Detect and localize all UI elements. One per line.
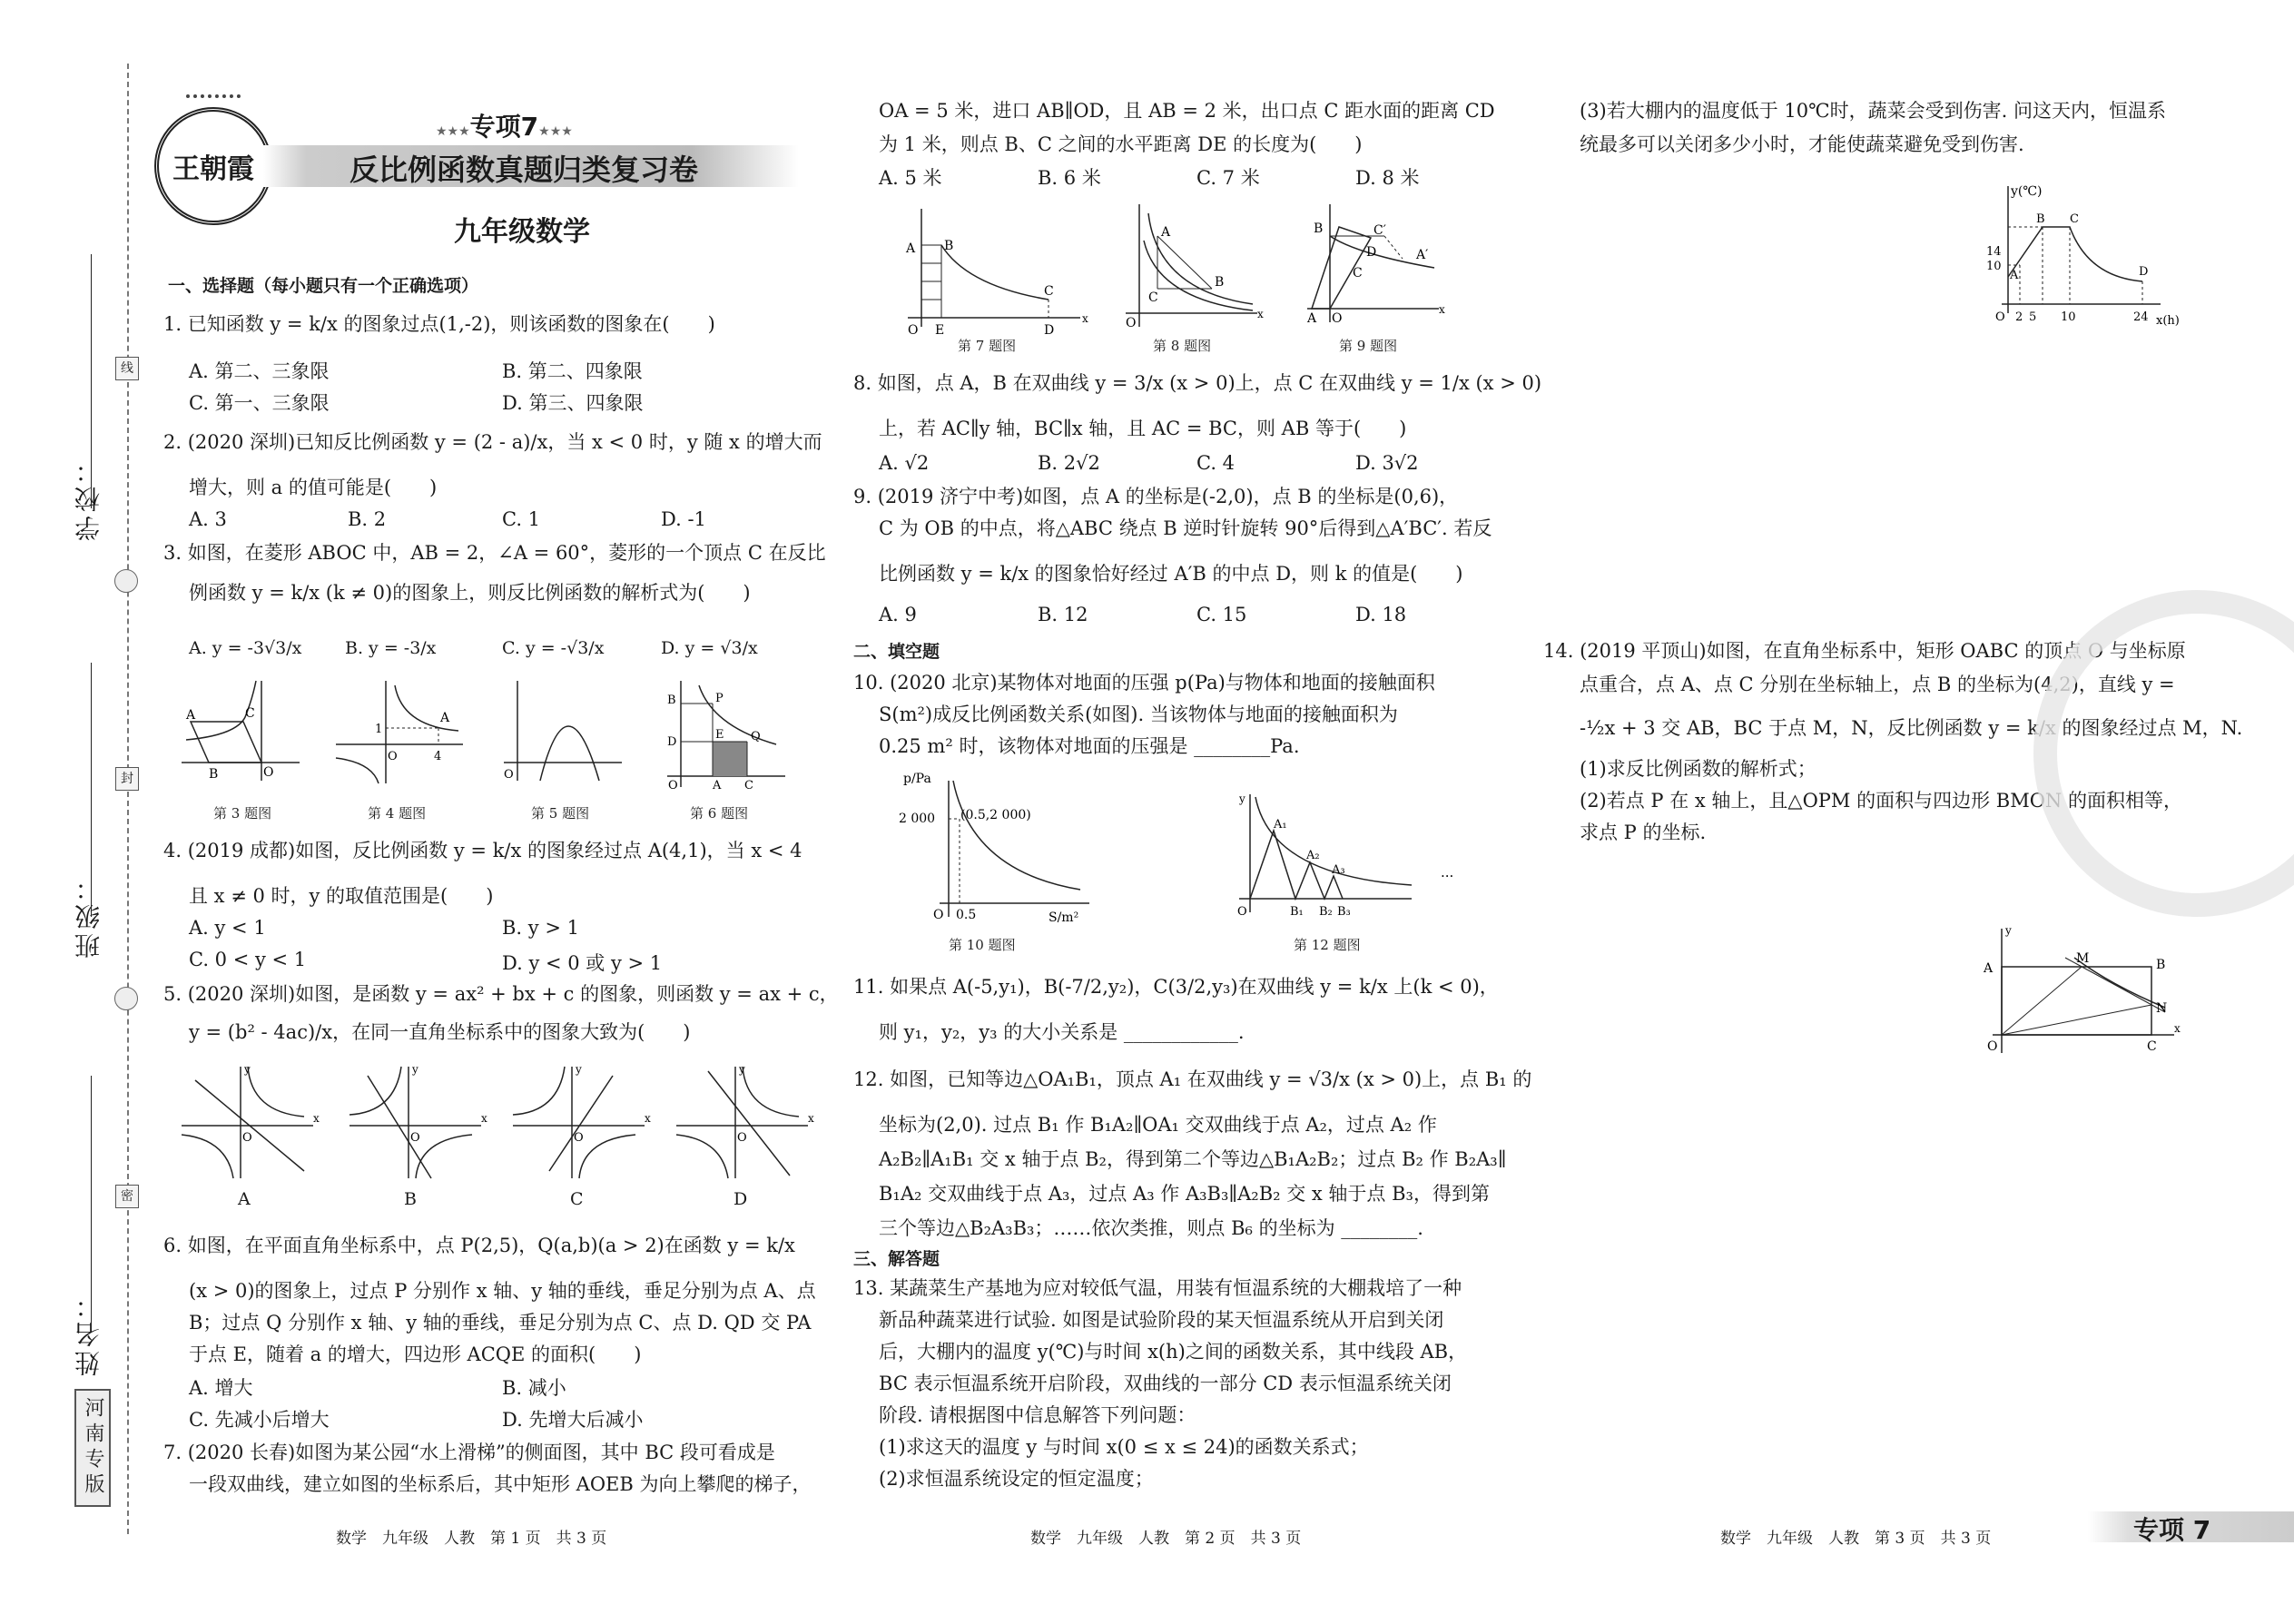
- q13-stem: 后，大棚内的温度 y(℃)与时间 x(h)之间的函数关系，其中线段 AB，: [879, 1341, 1468, 1363]
- g10-ylabel: p/Pa: [903, 772, 931, 786]
- svg-text:B: B: [2036, 212, 2045, 226]
- q13-stem: 阶段. 请根据图中信息解答下列问题：: [879, 1404, 1196, 1426]
- figure-4-caption: 第 4 题图: [368, 805, 427, 822]
- figure-5-caption: 第 5 题图: [531, 805, 590, 822]
- svg-text:B: B: [209, 767, 219, 782]
- svg-text:x: x: [313, 1112, 320, 1125]
- q1-option-d[interactable]: D. 第三、四象限: [502, 392, 644, 414]
- q11-stem: 则 y₁，y₂，y₃ 的大小关系是 ____________.: [879, 1021, 1245, 1043]
- star-icon: ★★★: [436, 124, 470, 139]
- svg-text:O: O: [388, 750, 398, 763]
- q5-stem: y = (b² - 4ac)/x，在同一直角坐标系中的图象大致为( ): [189, 1021, 691, 1043]
- q3-option-a[interactable]: A. y = -3√3/x: [189, 638, 302, 658]
- svg-text:D: D: [1366, 245, 1377, 260]
- q11-stem: 11. 如果点 A(-5,y₁)，B(-7/2,y₂)，C(3/2,y₃)在双曲线 y = k/x 上(k < 0)，: [853, 976, 1499, 998]
- q4-stem: 4. (2019 成都)如图，反比例函数 y = k/x 的图象经过点 A(4,1)，当 x < 4: [163, 840, 802, 861]
- q14-stem: 点重合，点 A、点 C 分别在坐标轴上，点 B 的坐标为(4,2)，直线 y =: [1580, 674, 2175, 695]
- q9-stem: C 为 OB 的中点，将△ABC 绕点 B 逆时针旋转 90°后得到△A′BC′. 若反: [879, 517, 1492, 539]
- q1-option-a[interactable]: A. 第二、三象限: [189, 360, 330, 382]
- svg-text:O: O: [504, 768, 514, 782]
- svg-text:P: P: [715, 692, 724, 705]
- svg-text:A: A: [440, 711, 450, 725]
- g10-ytick: 2 000: [899, 812, 936, 826]
- svg-text:O: O: [1995, 310, 2005, 324]
- edition-box: 河南专版: [74, 1389, 111, 1507]
- footer-page2: 数学 九年级 人教 第 2 页 共 3 页: [1030, 1530, 1302, 1548]
- svg-text:B: B: [2156, 958, 2166, 972]
- q4-option-c[interactable]: C. 0 < y < 1: [189, 949, 307, 970]
- g13-xlabel: x(h): [2156, 314, 2180, 328]
- q14-stem: 14. (2019 平顶山)如图，在直角坐标系中，矩形 OABC 的顶点 O 与坐标原: [1543, 640, 2186, 662]
- svg-text:O: O: [410, 1131, 420, 1145]
- q10-stem: 0.25 m² 时，该物体对地面的压强是 ________Pa.: [879, 735, 1300, 757]
- q8-option-d[interactable]: D. 3√2: [1355, 452, 1419, 474]
- q5-option-d[interactable]: D: [733, 1189, 748, 1209]
- figure-8: [1121, 200, 1266, 336]
- q7-option-d[interactable]: D. 8 米: [1355, 167, 1420, 189]
- q9-option-a[interactable]: A. 9: [879, 604, 917, 625]
- svg-text:A′: A′: [1416, 248, 1429, 262]
- g10-xtick: 0.5: [956, 908, 977, 922]
- svg-text:E: E: [935, 323, 945, 336]
- figure-10: [899, 763, 1098, 926]
- svg-text:A: A: [906, 241, 916, 256]
- figure-13: [1979, 177, 2188, 331]
- figure-8-caption: 第 8 题图: [1153, 338, 1212, 354]
- figure-6: [663, 676, 790, 790]
- figure-3-caption: 第 3 题图: [213, 805, 272, 822]
- q7-stem: 为 1 米，则点 B、C 之间的水平距离 DE 的长度为( ): [879, 133, 1363, 155]
- q7-option-c[interactable]: C. 7 米: [1196, 167, 1260, 189]
- seal-mi: 密: [115, 1185, 139, 1208]
- q6-stem: (x > 0)的图象上，过点 P 分别作 x 轴、y 轴的垂线，垂足分别为点 A、点: [189, 1280, 816, 1302]
- svg-text:O: O: [1987, 1039, 1998, 1054]
- svg-text:...: ...: [1441, 864, 1454, 881]
- q8-stem: 8. 如图，点 A，B 在双曲线 y = 3/x (x > 0)上，点 C 在双曲线 y = 1/x (x > 0): [853, 372, 1542, 394]
- figure-4: [331, 676, 468, 785]
- q10-stem: S(m²)成反比例函数关系(如图). 当该物体与地面的接触面积为: [879, 704, 1398, 725]
- svg-text:C: C: [744, 779, 753, 790]
- q4-stem: 且 x ≠ 0 时，y 的取值范围是( ): [189, 885, 494, 907]
- svg-text:C: C: [1044, 284, 1054, 299]
- q12-stem: B₁A₂ 交双曲线于点 A₃，过点 A₃ 作 A₃B₃∥A₂B₂ 交 x 轴于点 B₃，得到第: [879, 1183, 1490, 1205]
- school-label: 学校：: [74, 454, 103, 541]
- svg-text:x: x: [481, 1112, 487, 1125]
- section-fill: 二、填空题: [853, 642, 940, 662]
- school-field[interactable]: [91, 254, 92, 508]
- q5-option-c[interactable]: C: [570, 1189, 584, 1209]
- q5-option-b[interactable]: B: [404, 1189, 417, 1209]
- svg-text:A: A: [2010, 269, 2019, 282]
- g13-ytick-14: 14: [1986, 245, 2002, 259]
- q8-stem: 上，若 AC∥y 轴，BC∥x 轴，且 AC = BC，则 AB 等于( ): [879, 418, 1407, 439]
- q4-option-a[interactable]: A. y < 1: [189, 917, 266, 939]
- svg-text:y: y: [739, 1063, 745, 1076]
- q1-option-c[interactable]: C. 第一、三象限: [189, 392, 330, 414]
- svg-text:O: O: [242, 1131, 252, 1145]
- q1-stem: 1. 已知函数 y = k/x 的图象过点(1,-2)，则该函数的图象在( ): [163, 313, 715, 335]
- q6-option-c[interactable]: C. 先减小后增大: [189, 1409, 330, 1431]
- svg-text:y: y: [576, 1063, 582, 1076]
- figure-14: [1974, 921, 2183, 1062]
- q9-option-c[interactable]: C. 15: [1196, 604, 1247, 625]
- footer-badge: 专项 7: [2133, 1515, 2211, 1545]
- q3-stem: 3. 如图，在菱形 ABOC 中，AB = 2，∠A = 60°，菱形的一个顶点 C 在反比: [163, 542, 826, 564]
- page-subtitle: 九年级数学: [454, 216, 590, 248]
- q8-option-b[interactable]: B. 2√2: [1038, 452, 1100, 474]
- svg-text:C: C: [2147, 1039, 2157, 1054]
- svg-text:D: D: [2139, 265, 2149, 279]
- svg-text:D: D: [1044, 323, 1055, 336]
- svg-text:x: x: [1439, 303, 1445, 316]
- svg-text:1: 1: [375, 723, 383, 736]
- g13-xtick-2: 2: [2015, 310, 2023, 324]
- q13-stem: 13. 某蔬菜生产基地为应对较低气温，用装有恒温系统的大棚栽培了一种: [853, 1277, 1462, 1299]
- footer-page3: 数学 九年级 人教 第 3 页 共 3 页: [1720, 1530, 1992, 1548]
- name-label: 姓名：: [74, 1289, 103, 1376]
- svg-text:D: D: [667, 735, 677, 749]
- q12-stem: 坐标为(2,0). 过点 B₁ 作 B₁A₂∥OA₁ 交双曲线于点 A₂，过点 A₂ 作: [879, 1114, 1437, 1136]
- q2-option-d[interactable]: D. -1: [661, 508, 706, 530]
- svg-text:y: y: [244, 1063, 251, 1076]
- q7-option-a[interactable]: A. 5 米: [879, 167, 942, 189]
- q7-stem: 一段双曲线，建立如图的坐标系后，其中矩形 AOEB 为向上攀爬的梯子，: [189, 1473, 812, 1495]
- q9-option-b[interactable]: B. 12: [1038, 604, 1088, 625]
- q3-stem: 例函数 y = k/x (k ≠ 0)的图象上，则反比例函数的解析式为( ): [189, 582, 751, 604]
- q14-stem: 求点 P 的坐标.: [1580, 822, 1707, 843]
- q14-part1: (1)求反比例函数的解析式；: [1580, 758, 1816, 780]
- class-label: 班级：: [74, 871, 103, 959]
- figure-5-option-a: [177, 1062, 322, 1180]
- figure-5-option-c: [508, 1062, 654, 1180]
- svg-text:C′: C′: [1373, 223, 1386, 238]
- q2-stem: 增大，则 a 的值可能是( ): [189, 477, 438, 498]
- q5-stem: 5. (2020 深圳)如图，是函数 y = ax² + bx + c 的图象，则函数 y = ax + c，: [163, 983, 839, 1005]
- logo: [154, 107, 272, 225]
- q2-option-b[interactable]: B. 2: [348, 508, 387, 530]
- q13-part1: (1)求这天的温度 y 与时间 x(0 ≤ x ≤ 24)的函数关系式；: [879, 1436, 1369, 1458]
- logo-text: 王朝霞: [172, 153, 254, 185]
- seal-feng: 封: [115, 767, 139, 791]
- q4-option-d[interactable]: D. y < 0 或 y > 1: [502, 952, 663, 974]
- q12-stem: 三个等边△B₂A₃B₃；……依次类推，则点 B₆ 的坐标为 ________.: [879, 1217, 1423, 1239]
- q7-option-b[interactable]: B. 6 米: [1038, 167, 1101, 189]
- q12-stem: A₂B₂∥A₁B₁ 交 x 轴于点 B₂，得到第二个等边△B₁A₂B₂；过点 B₂ 作 B₂A₃∥: [879, 1148, 1507, 1170]
- g13-xtick-5: 5: [2029, 310, 2037, 324]
- q4-option-b[interactable]: B. y > 1: [502, 917, 579, 939]
- q6-stem: 6. 如图，在平面直角坐标系中，点 P(2,5)，Q(a,b)(a > 2)在函数 y = k/x: [163, 1235, 795, 1256]
- svg-text:O: O: [1237, 905, 1247, 919]
- svg-text:C: C: [245, 706, 255, 721]
- q14-stem: -½x + 3 交 AB，BC 于点 M，N，反比例函数 y = k/x 的图象经过点 M，N.: [1580, 717, 2243, 739]
- svg-text:x: x: [2174, 1022, 2181, 1035]
- star-icon: ★★★: [538, 124, 573, 139]
- figure-6-caption: 第 6 题图: [690, 805, 749, 822]
- g13-ytick-10: 10: [1986, 260, 2002, 273]
- header-badge: ★★★专项7★★★: [436, 112, 573, 142]
- binding-dashed-line: [127, 64, 129, 1534]
- q13-stem: 新品种蔬菜进行试验. 如图是试验阶段的某天恒温系统从开启到关闭: [879, 1309, 1444, 1331]
- svg-text:A: A: [713, 779, 722, 790]
- figure-12: [1230, 790, 1466, 921]
- q3-option-d[interactable]: D. y = √3/x: [661, 638, 758, 658]
- g13-ylabel: y(℃): [2011, 184, 2043, 199]
- q2-option-c[interactable]: C. 1: [502, 508, 541, 530]
- g13-xtick-24: 24: [2133, 310, 2149, 324]
- svg-text:B₃: B₃: [1337, 905, 1351, 919]
- svg-text:C: C: [1148, 290, 1158, 305]
- q9-stem: 9. (2019 济宁中考)如图，点 A 的坐标是(-2,0)，点 B 的坐标是(0,6)，: [853, 486, 1459, 507]
- svg-text:O: O: [574, 1131, 584, 1145]
- svg-text:B: B: [1215, 275, 1225, 290]
- q3-option-b[interactable]: B. y = -3/x: [345, 638, 437, 658]
- q6-option-b[interactable]: B. 减小: [502, 1377, 566, 1399]
- svg-text:C: C: [1353, 266, 1363, 281]
- g13-xtick-10: 10: [2061, 310, 2076, 324]
- class-field[interactable]: [91, 663, 92, 917]
- svg-text:E: E: [715, 728, 724, 742]
- q13-part2: (2)求恒温系统设定的恒定温度；: [879, 1468, 1154, 1490]
- figure-3: [182, 676, 309, 785]
- svg-text:x: x: [1257, 308, 1264, 320]
- figure-10-caption: 第 10 题图: [949, 937, 1016, 953]
- svg-text:x: x: [1082, 312, 1088, 325]
- svg-text:B₂: B₂: [1319, 905, 1333, 919]
- svg-text:B₁: B₁: [1290, 905, 1304, 919]
- footer-page1: 数学 九年级 人教 第 1 页 共 3 页: [336, 1530, 607, 1548]
- svg-text:A₁: A₁: [1274, 818, 1287, 832]
- figure-5-option-d: [672, 1062, 817, 1180]
- svg-text:y: y: [412, 1063, 418, 1076]
- svg-text:A: A: [1161, 225, 1171, 240]
- figure-7: [899, 200, 1089, 336]
- punch-hole: [114, 987, 138, 1010]
- q9-stem: 比例函数 y = k/x 的图象恰好经过 A′B 的中点 D，则 k 的值是( ): [879, 563, 1463, 585]
- svg-text:N: N: [2156, 1001, 2168, 1016]
- svg-text:O: O: [1332, 311, 1343, 326]
- q1-option-b[interactable]: B. 第二、四象限: [502, 360, 643, 382]
- svg-text:A: A: [1984, 961, 1994, 976]
- svg-text:B: B: [1314, 221, 1324, 236]
- q12-stem: 12. 如图，已知等边△OA₁B₁，顶点 A₁ 在双曲线 y = √3/x (x > 0)上，点 B₁ 的: [853, 1068, 1532, 1090]
- q3-option-c[interactable]: C. y = -√3/x: [502, 638, 605, 658]
- figure-5-option-b: [345, 1062, 490, 1180]
- q7-stem: OA = 5 米，进口 AB∥OD，且 AB = 2 米，出口点 C 距水面的距离 CD: [879, 100, 1495, 122]
- svg-text:C: C: [2070, 212, 2079, 226]
- g10-origin: O: [933, 908, 944, 922]
- q7-stem: 7. (2020 长春)如图为某公园“水上滑梯”的侧面图，其中 BC 段可看成是: [163, 1442, 775, 1463]
- crown-icon: [186, 94, 241, 113]
- svg-text:O: O: [263, 765, 274, 780]
- figure-9: [1303, 200, 1448, 336]
- page-title: 反比例函数真题归类复习卷: [350, 153, 699, 187]
- q13-part3: (3)若大棚内的温度低于 10℃时，蔬菜会受到伤害. 问这天内，恒温系: [1580, 100, 2166, 122]
- figure-7-caption: 第 7 题图: [958, 338, 1017, 354]
- q2-stem: 2. (2020 深圳)已知反比例函数 y = (2 - a)/x，当 x < 0 时，y 随 x 的增大而: [163, 431, 822, 453]
- q6-option-a[interactable]: A. 增大: [189, 1377, 253, 1399]
- svg-text:A₂: A₂: [1306, 849, 1320, 862]
- name-field[interactable]: [91, 1076, 92, 1330]
- svg-text:O: O: [737, 1131, 747, 1145]
- svg-text:y: y: [1239, 792, 1245, 805]
- q8-option-c[interactable]: C. 4: [1196, 452, 1236, 474]
- section-choice: 一、选择题（每小题只有一个正确选项）: [168, 276, 479, 296]
- q2-option-a[interactable]: A. 3: [189, 508, 227, 530]
- svg-text:B: B: [667, 694, 676, 707]
- figure-12-caption: 第 12 题图: [1294, 937, 1361, 953]
- q10-stem: 10. (2020 北京)某物体对地面的压强 p(Pa)与物体和地面的接触面积: [853, 672, 1435, 694]
- svg-text:4: 4: [434, 750, 442, 763]
- svg-text:M: M: [2076, 951, 2090, 966]
- g10-xlabel: S/m²: [1049, 910, 1079, 925]
- svg-text:O: O: [668, 779, 678, 790]
- g10-point: (0.5,2 000): [960, 808, 1031, 822]
- q13-part3: 统最多可以关闭多少小时，才能使蔬菜避免受到伤害.: [1580, 133, 2024, 155]
- svg-text:Q: Q: [751, 730, 761, 743]
- svg-text:O: O: [1126, 316, 1137, 330]
- q6-stem: 于点 E，随着 a 的增大，四边形 ACQE 的面积( ): [189, 1343, 642, 1365]
- figure-9-caption: 第 9 题图: [1339, 338, 1398, 354]
- q14-part2: (2)若点 P 在 x 轴上，且△OPM 的面积与四边形 BMON 的面积相等，: [1580, 790, 2182, 812]
- svg-text:B: B: [944, 239, 954, 253]
- seal-line: 线: [115, 357, 139, 380]
- q6-option-d[interactable]: D. 先增大后减小: [502, 1409, 644, 1431]
- svg-text:A₃: A₃: [1332, 863, 1345, 877]
- svg-text:x: x: [645, 1112, 651, 1125]
- q6-stem: B；过点 Q 分别作 x 轴、y 轴的垂线，垂足分别为点 C、点 D. QD 交 PA: [189, 1312, 812, 1334]
- svg-text:A: A: [1307, 311, 1317, 326]
- svg-text:y: y: [2005, 924, 2012, 937]
- figure-5: [499, 676, 626, 785]
- punch-hole: [114, 569, 138, 593]
- svg-text:O: O: [908, 323, 919, 336]
- q8-option-a[interactable]: A. √2: [879, 452, 930, 474]
- q5-option-a[interactable]: A: [238, 1189, 251, 1209]
- q13-stem: BC 表示恒温系统开启阶段，双曲线的一部分 CD 表示恒温系统关闭: [879, 1373, 1452, 1394]
- svg-text:x: x: [808, 1112, 814, 1125]
- svg-text:A: A: [186, 708, 196, 723]
- q9-option-d[interactable]: D. 18: [1355, 604, 1407, 625]
- section-answer: 三、解答题: [853, 1249, 940, 1269]
